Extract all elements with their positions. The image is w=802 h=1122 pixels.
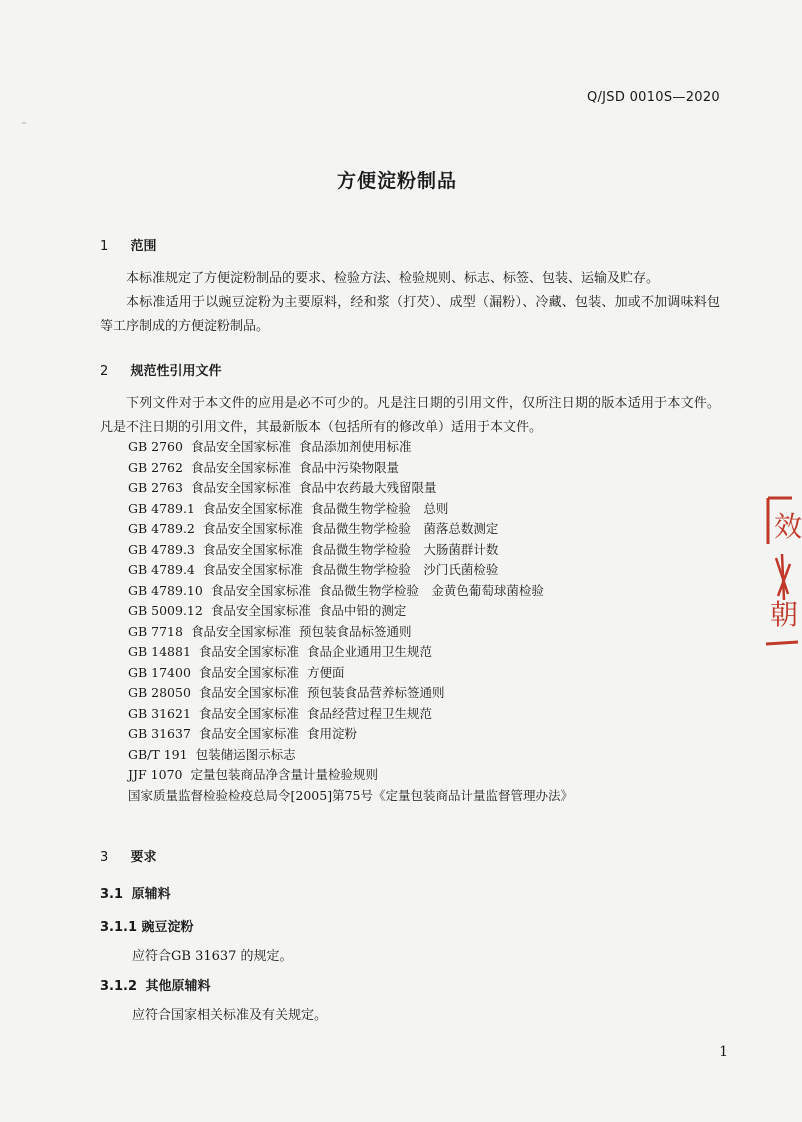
section-2-heading	[100, 360, 222, 379]
reference-item	[128, 663, 573, 684]
reference-name: 食品安全国家标准	[202, 541, 303, 557]
reference-title: 方便面	[306, 664, 345, 680]
reference-title: 食品添加剂使用标准	[298, 439, 412, 454]
reference-item	[128, 724, 573, 745]
section-title: 豌豆淀粉	[141, 920, 194, 935]
reference-name: 食品安全国家标准	[202, 500, 303, 516]
reference-item	[128, 642, 573, 663]
references-intro: 下列文件对于本文件的应用是必不可少的。凡是注日期的引用文件，仅所注日期的版本适用于本文件。凡是不注日期的引用文件，其最新版本（包括所有的修改单）适用于本文件。	[100, 396, 720, 435]
reference-item	[128, 765, 573, 786]
reference-item	[128, 540, 573, 561]
reference-name: 食品安全国家标准	[198, 664, 299, 680]
reference-item	[128, 437, 573, 458]
reference-item	[128, 519, 573, 540]
standard-code: Q/JSD 0010S—2020	[586, 90, 720, 105]
reference-item	[128, 745, 573, 766]
section-3-1-1-heading	[100, 916, 194, 935]
reference-title: 食品中铅的测定	[318, 603, 407, 618]
reference-title: 食品微生物学检验 大肠菌群计数	[310, 541, 499, 557]
reference-name: 食品安全国家标准	[190, 439, 291, 454]
section-number: 3.1	[100, 887, 124, 902]
reference-code: GB 31637	[128, 726, 191, 741]
reference-item	[128, 786, 573, 807]
scope-paragraph-2: 本标准适用于以豌豆淀粉为主要原料，经和浆（打芡）、成型（漏粉）、冷藏、包装、加或不加调味料包等工序制成的方便淀粉制品。	[100, 295, 720, 334]
reference-title: 食品微生物学检验 总则	[310, 500, 449, 516]
reference-list	[128, 437, 573, 806]
section-number: 2	[100, 364, 109, 379]
reference-code: GB/T 191	[128, 746, 188, 762]
reference-name: 食品安全国家标准	[198, 644, 299, 659]
reference-code: GB 2762	[128, 459, 183, 475]
reference-name: 食品安全国家标准	[190, 623, 291, 639]
scope-paragraph-1: 本标准规定了方便淀粉制品的要求、检验方法、检验规则、标志、标签、包装、运输及贮存。	[126, 271, 660, 286]
reference-name: 食品安全国家标准	[190, 480, 291, 495]
section-title: 范围	[130, 239, 157, 254]
reference-code: GB 4789.2	[128, 521, 195, 536]
reference-code: GB 28050	[128, 685, 191, 700]
reference-item	[128, 478, 573, 499]
reference-code: JJF 1070	[128, 767, 183, 782]
reference-name: 包装储运图示标志	[195, 746, 296, 762]
section-title: 其他原辅料	[145, 979, 211, 994]
scan-smudge	[22, 122, 26, 124]
reference-title: 食用淀粉	[306, 726, 357, 741]
reference-item	[128, 704, 573, 725]
reference-item	[128, 601, 573, 622]
section-3-1-1-body: 应符合GB 31637 的规定。	[132, 949, 293, 964]
section-3-1-2-body: 应符合国家相关标准及有关规定。	[132, 1008, 328, 1023]
seal-char-1: 效	[774, 510, 802, 543]
reference-code: GB 4789.1	[128, 500, 195, 516]
seal-char-2: 朝	[770, 598, 799, 631]
reference-code: GB 2763	[128, 480, 183, 495]
section-title: 要求	[130, 850, 157, 865]
reference-name: 食品安全国家标准	[210, 582, 311, 598]
reference-name: 食品安全国家标准	[198, 685, 299, 700]
reference-name: 食品安全国家标准	[198, 705, 299, 721]
reference-code: GB 4789.10	[128, 582, 203, 598]
reference-title: 食品微生物学检验 金黄色葡萄球菌检验	[318, 582, 544, 598]
reference-item	[128, 581, 573, 602]
reference-code: GB 2760	[128, 439, 183, 454]
section-number: 1	[100, 239, 109, 254]
section-title: 原辅料	[131, 887, 171, 902]
section-number: 3.1.1	[100, 920, 138, 935]
reference-item	[128, 499, 573, 520]
page-number: 1	[719, 1044, 728, 1060]
reference-name: 定量包装商品净含量计量检验规则	[190, 767, 378, 782]
section-number: 3	[100, 850, 109, 865]
reference-title: 食品微生物学检验 沙门氏菌检验	[310, 562, 499, 577]
reference-name: 食品安全国家标准	[202, 521, 303, 536]
document-title: 方便淀粉制品	[336, 170, 457, 192]
reference-title: 食品企业通用卫生规范	[306, 644, 432, 659]
reference-title: 食品中污染物限量	[298, 459, 399, 475]
reference-title: 食品经营过程卫生规范	[306, 705, 432, 721]
reference-title: 预包装食品营养标签通则	[306, 685, 445, 700]
section-title: 规范性引用文件	[130, 364, 222, 379]
reference-code: GB 17400	[128, 664, 191, 680]
reference-name: 食品安全国家标准	[190, 459, 291, 475]
reference-title: 食品中农药最大残留限量	[298, 480, 437, 495]
reference-code: GB 7718	[128, 623, 183, 639]
reference-item	[128, 458, 573, 479]
reference-item	[128, 622, 573, 643]
company-seal-fragment	[762, 496, 802, 646]
reference-title: 食品微生物学检验 菌落总数测定	[310, 521, 499, 536]
reference-code: GB 4789.3	[128, 541, 195, 557]
reference-name: 食品安全国家标准	[210, 603, 311, 618]
reference-code: GB 4789.4	[128, 562, 195, 577]
section-3-1-2-heading	[100, 975, 211, 994]
reference-name: 食品安全国家标准	[202, 562, 303, 577]
reference-title: 预包装食品标签通则	[298, 623, 412, 639]
reference-code: GB 31621	[128, 705, 191, 721]
reference-name: 食品安全国家标准	[198, 726, 299, 741]
reference-code: GB 5009.12	[128, 603, 203, 618]
reference-code: GB 14881	[128, 644, 191, 659]
section-3-1-heading	[100, 883, 171, 902]
section-1-heading	[100, 235, 157, 254]
reference-code: 国家质量监督检验检疫总局令[2005]第75号《定量包装商品计量监督管理办法》	[128, 787, 573, 803]
section-3-heading	[100, 846, 157, 865]
reference-item	[128, 560, 573, 581]
reference-item	[128, 683, 573, 704]
section-number: 3.1.2	[100, 979, 138, 994]
